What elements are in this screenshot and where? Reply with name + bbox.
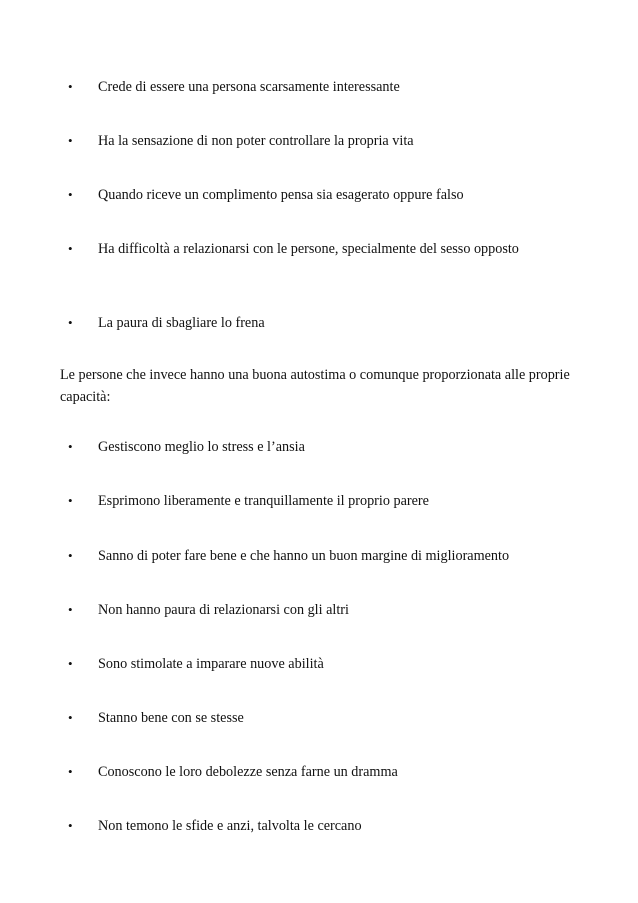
- list-item: [64, 815, 584, 837]
- bullet-icon: •: [68, 315, 73, 330]
- list-item: [64, 490, 584, 512]
- bullet-icon: •: [68, 548, 73, 563]
- list-item: [64, 184, 584, 206]
- bullet-icon: •: [68, 439, 73, 454]
- list-item-text: Sono stimolate a imparare nuove abilità: [98, 656, 324, 672]
- list-item-text: La paura di sbagliare lo frena: [98, 315, 265, 331]
- bullet-icon: •: [68, 187, 73, 202]
- list-item: [64, 653, 584, 675]
- list-item: [64, 545, 584, 567]
- list-item: [64, 130, 584, 152]
- list-item-text: Stanno bene con se stesse: [98, 710, 244, 726]
- list-item: [64, 312, 584, 334]
- list-item: [64, 599, 584, 621]
- list-item-text: Esprimono liberamente e tranquillamente il proprio parere: [98, 493, 429, 509]
- bullet-icon: •: [68, 79, 73, 94]
- list-item-text: Crede di essere una persona scarsamente interessante: [98, 79, 400, 95]
- list-item: [64, 238, 584, 282]
- list-item-text: Quando riceve un complimento pensa sia esagerato oppure falso: [98, 187, 464, 203]
- bullet-icon: •: [68, 818, 73, 833]
- list-item-text: Gestiscono meglio lo stress e l’ansia: [98, 439, 305, 455]
- list-item-text: Ha difficoltà a relazionarsi con le persone, specialmente del sesso opposto: [98, 241, 519, 257]
- list-item: [64, 707, 584, 729]
- bullet-icon: •: [68, 764, 73, 779]
- list-item: [64, 436, 584, 458]
- list-item-text: Ha la sensazione di non poter controllare la propria vita: [98, 133, 414, 149]
- bullet-icon: •: [68, 133, 73, 148]
- bullet-icon: •: [68, 241, 73, 256]
- list-item: [64, 76, 584, 98]
- bullet-icon: •: [68, 710, 73, 725]
- list-item-text: Non hanno paura di relazionarsi con gli altri: [98, 602, 349, 618]
- bullet-icon: •: [68, 602, 73, 617]
- list-item-text: Conoscono le loro debolezze senza farne un dramma: [98, 764, 398, 780]
- body-paragraph: Le persone che invece hanno una buona autostima o comunque proporzionata alle proprie capacità:: [60, 367, 570, 405]
- list-item-text: Sanno di poter fare bene e che hanno un buon margine di miglioramento: [98, 548, 510, 564]
- bullet-icon: •: [68, 493, 73, 508]
- list-item-text: Non temono le sfide e anzi, talvolta le cercano: [98, 818, 362, 834]
- list-item: [64, 761, 584, 783]
- bullet-icon: •: [68, 656, 73, 671]
